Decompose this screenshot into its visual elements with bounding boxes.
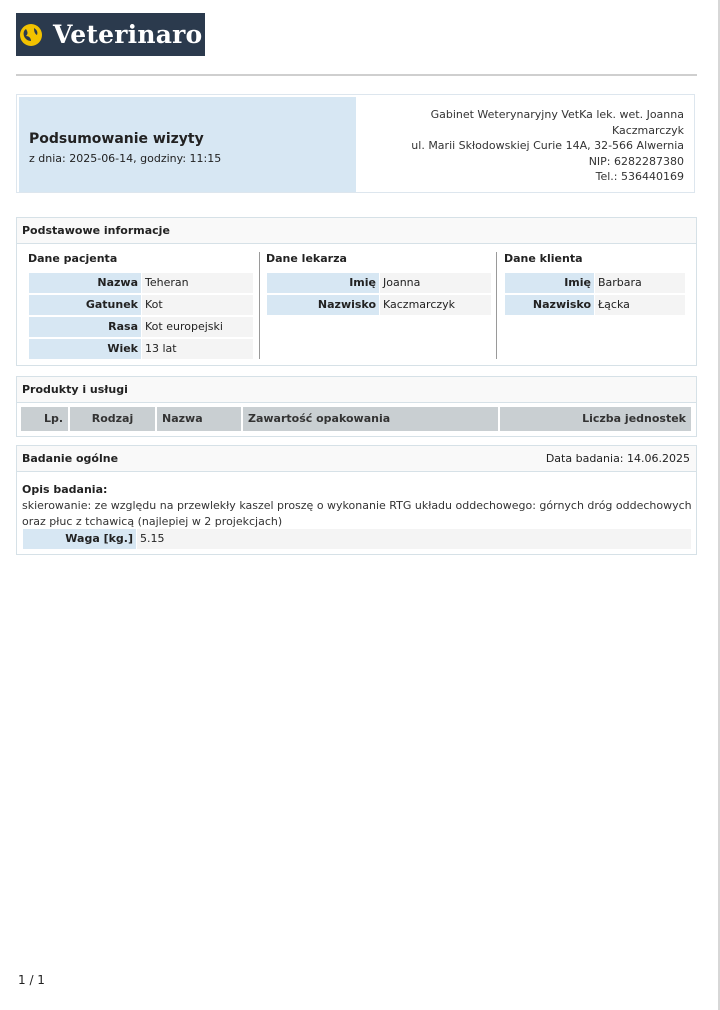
exam-date: Data badania: 14.06.2025 (545, 452, 690, 465)
patient-label: Wiek (29, 339, 141, 359)
patient-label: Nazwa (29, 273, 141, 293)
patient-value: Kot europejski (142, 317, 253, 337)
exam-description: skierowanie: ze względu na przewlekły kaszel proszę o wykonanie RTG układu oddechowego: górnych dróg oddechowych oraz płuc z tchawicą (najlepiej w 2 projekcjach) (22, 499, 692, 528)
exam-heading-bar (17, 446, 696, 472)
page-title: Podsumowanie wizyty (29, 131, 204, 147)
client-label: Imię (505, 273, 594, 293)
weight-row (23, 529, 691, 549)
column-header-lp: Lp. (21, 407, 68, 431)
exam-heading: Badanie ogólne (22, 452, 119, 465)
products-heading: Produkty i usługi (17, 377, 696, 403)
patient-value: Kot (142, 295, 253, 315)
exam-panel (16, 445, 697, 555)
weight-value: 5.15 (137, 529, 691, 549)
doctor-label: Nazwisko (267, 295, 379, 315)
summary-title-box (19, 97, 356, 192)
patient-value: 13 lat (142, 339, 253, 359)
paw-globe-icon (19, 23, 43, 47)
header-divider (16, 74, 697, 76)
visit-date: z dnia: 2025-06-14, godziny: 11:15 (29, 152, 222, 165)
description-label: Opis badania: (22, 483, 108, 496)
column-header-type: Rodzaj (70, 407, 155, 431)
basic-info-heading: Podstawowe informacje (17, 218, 696, 244)
column-divider (496, 252, 497, 359)
doctor-label: Imię (267, 273, 379, 293)
visit-summary-header (16, 94, 695, 193)
client-value: Łącka (595, 295, 685, 315)
veterinaro-logo (16, 13, 205, 56)
brand-name: Veterinaro (53, 20, 203, 49)
clinic-info (364, 107, 684, 185)
column-header-package: Zawartość opakowania (243, 407, 498, 431)
patient-label: Rasa (29, 317, 141, 337)
doctor-value: Kaczmarczyk (380, 295, 491, 315)
patient-value: Teheran (142, 273, 253, 293)
weight-label: Waga [kg.] (23, 529, 136, 549)
page-number: 1 / 1 (18, 973, 45, 987)
client-label: Nazwisko (505, 295, 594, 315)
patient-heading: Dane pacjenta (28, 252, 118, 265)
column-header-units: Liczba jednostek (500, 407, 691, 431)
clinic-phone: Tel.: 536440169 (595, 170, 684, 183)
client-heading: Dane klienta (504, 252, 583, 265)
basic-info-panel (16, 217, 697, 366)
doctor-heading: Dane lekarza (266, 252, 347, 265)
doctor-value: Joanna (380, 273, 491, 293)
column-divider (259, 252, 260, 359)
clinic-nip: NIP: 6282287380 (588, 154, 684, 168)
client-value: Barbara (595, 273, 685, 293)
clinic-address: ul. Marii Skłodowskiej Curie 14A, 32-566 Alwernia (411, 139, 684, 152)
patient-label: Gatunek (29, 295, 141, 315)
clinic-name-line2: Kaczmarczyk (611, 123, 684, 137)
products-panel (16, 376, 697, 437)
column-header-name: Nazwa (157, 407, 241, 431)
clinic-name-line1: Gabinet Weterynaryjny VetKa lek. wet. Joanna (430, 108, 684, 121)
